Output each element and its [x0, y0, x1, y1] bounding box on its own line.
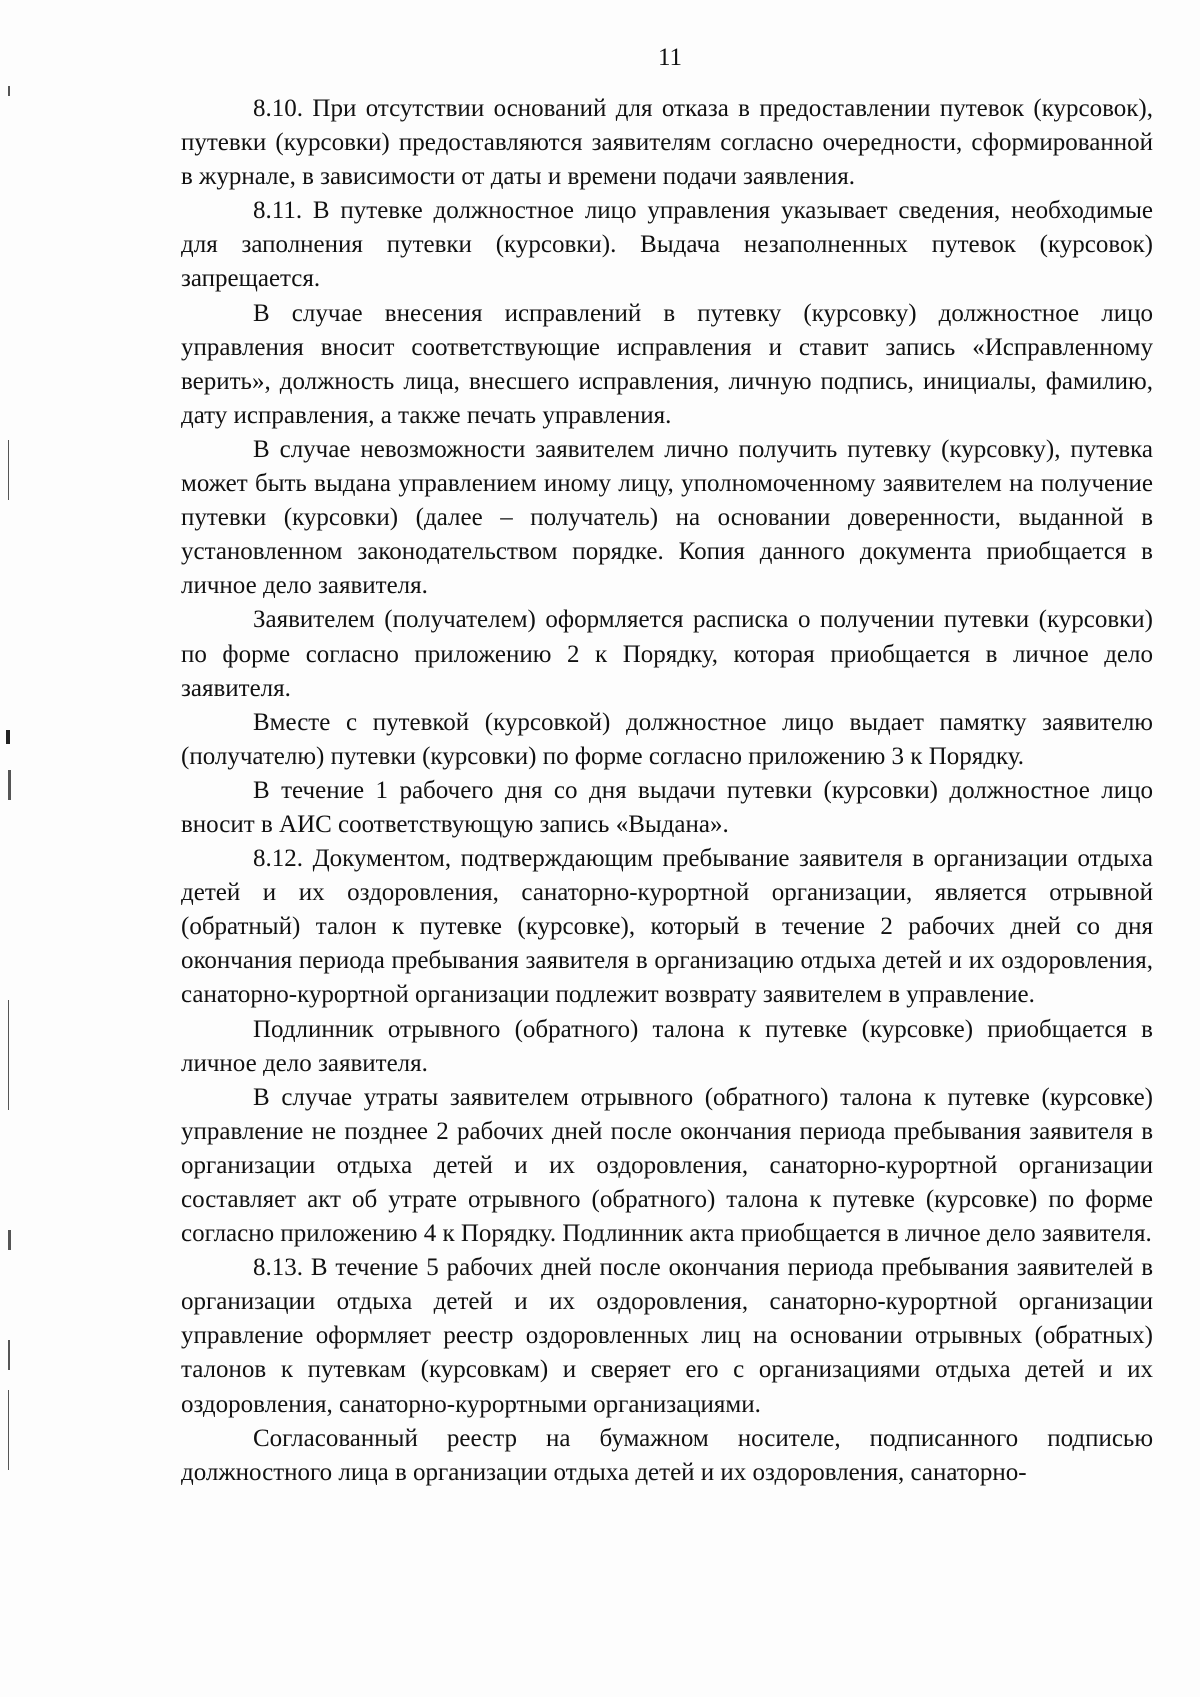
page-number: 11: [657, 44, 683, 71]
paragraph-8-10: 8.10. При отсутствии оснований для отказа в предоставлении путевок (курсовок), путевки (курсовки) предоставляются заявителям согласно очередности, сформированной в журнале, в зависимости от даты и времени подачи заявления.: [181, 95, 1153, 191]
paragraph-original-coupon: Подлинник отрывного (обратного) талона к путевке (курсовке) приобщается в личное дело заявителя.: [181, 1015, 1153, 1077]
paragraph-ais-record: В течение 1 рабочего дня со дня выдачи путевки (курсовки) должностное лицо вносит в АИС соответствующую запись «Выдана».: [181, 776, 1153, 838]
paragraph-memo: Вместе с путевкой (курсовкой) должностное лицо выдает памятку заявителю (получателю) путевки (курсовки) по форме согласно приложению 3 к Порядку.: [181, 708, 1153, 770]
paragraph-proxy-recipient: В случае невозможности заявителем лично получить путевку (курсовку), путевка может быть выдана управлением иному лицу, уполномоченному заявителем на получение путевки (курсовки) (далее – получатель) на основании доверенности, выданной в установленном законодательством порядке. Копия данного документа приобщается в личное дело заявителя.: [181, 435, 1153, 600]
paragraph-corrections: В случае внесения исправлений в путевку (курсовку) должностное лицо управления вносит соответствующие исправления и ставит запись «Исправленному верить», должность лица, внесшего исправления, личную подпись, инициалы, фамилию, дату исправления, а также печать управления.: [181, 299, 1153, 429]
paragraph-8-12: 8.12. Документом, подтверждающим пребывание заявителя в организации отдыха детей и их оздоровления, санаторно-курортной организации, является отрывной (обратный) талон к путевке (курсовке), который в течение 2 рабочих дней со дня окончания периода пребывания заявителя в организацию отдыха детей и их оздоровления, санаторно-курортной организации подлежит возврату заявителем в управление.: [181, 845, 1153, 1009]
paragraph-agreed-registry: Согласованный реестр на бумажном носителе, подписанного подписью должностного лица в организации отдыха детей и их оздоровления, санаторно-: [181, 1424, 1153, 1486]
paragraph-lost-coupon: В случае утраты заявителем отрывного (обратного) талона к путевке (курсовке) управление не позднее 2 рабочих дней после окончания периода пребывания заявителя в организации отдыха детей и их оздоровления, санаторно-курортной организации составляет акт об утрате отрывного (обратного) талона к путевке (курсовке) по форме согласно приложению 4 к Порядку. Подлинник акта приобщается в личное дело заявителя.: [181, 1083, 1153, 1248]
document-body: [181, 92, 1153, 1490]
paragraph-receipt: Заявителем (получателем) оформляется расписка о получении путевки (курсовки) по форме согласно приложению 2 к Порядку, которая приобщается в личное дело заявителя.: [181, 606, 1153, 702]
scan-edge-marks: [0, 0, 22, 1697]
paragraph-8-13: 8.13. В течение 5 рабочих дней после окончания периода пребывания заявителей в организации отдыха детей и их оздоровления, санаторно-курортной организации управление оформляет реестр оздоровленных лиц на основании отрывных (обратных) талонов к путевкам (курсовкам) и сверяет его с организациями отдыха детей и их оздоровления, санаторно-курортными организациями.: [181, 1254, 1153, 1418]
paragraph-8-11: 8.11. В путевке должностное лицо управления указывает сведения, необходимые для заполнения путевки (курсовки). Выдача незаполненных путевок (курсовок) запрещается.: [181, 197, 1153, 293]
